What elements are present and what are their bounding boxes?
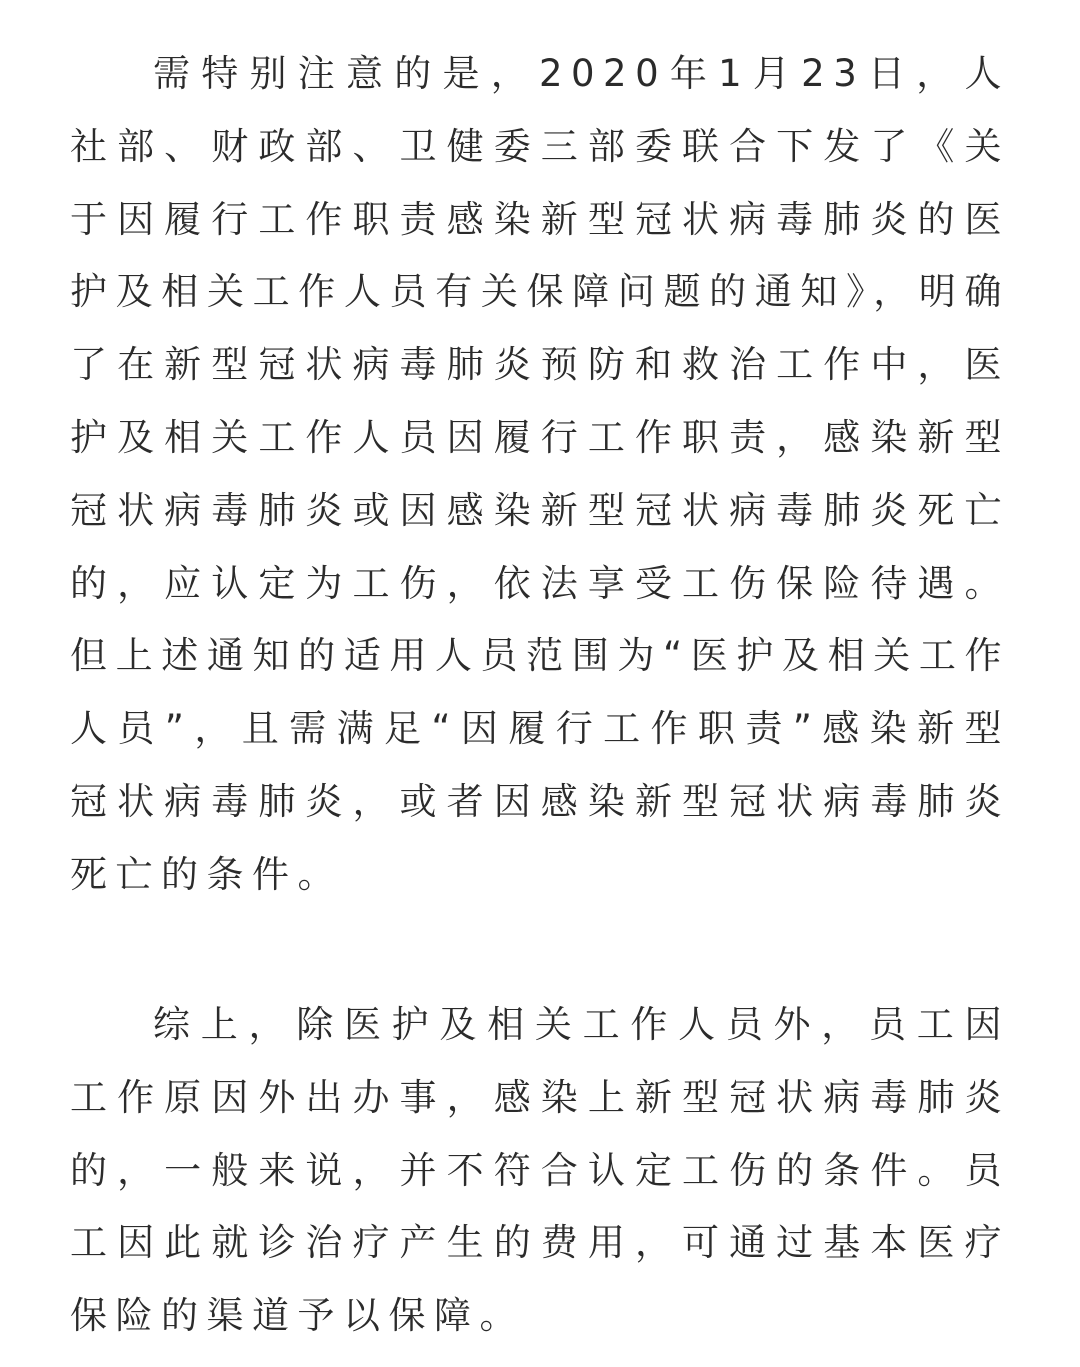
article-body [70,0,1010,1367]
paragraph-work-injury-notice: 需特别注意的是，2020年1月23日，人社部、财政部、卫健委三部委联合下发了《关于因履行工作职责感染新型冠状病毒肺炎的医护及相关工作人员有关保障问题的通知》，明确了在新型冠状病毒肺炎预防和救治工作中，医护及相关工作人员因履行工作职责，感染新型冠状病毒肺炎或因感染新型冠状病毒肺炎死亡的，应认定为工伤，依法享受工伤保险待遇。但上述通知的适用人员范围为“医护及相关工作人员”，且需满足“因履行工作职责”感染新型冠状病毒肺炎，或者因感染新型冠状病毒肺炎死亡的条件。 [70,52,1010,896]
paragraph-conclusion: 综上，除医护及相关工作人员外，员工因工作原因外出办事，感染上新型冠状病毒肺炎的，一般来说，并不符合认定工伤的条件。员工因此就诊治疗产生的费用，可通过基本医疗保险的渠道予以保障。 [70,1003,1010,1338]
